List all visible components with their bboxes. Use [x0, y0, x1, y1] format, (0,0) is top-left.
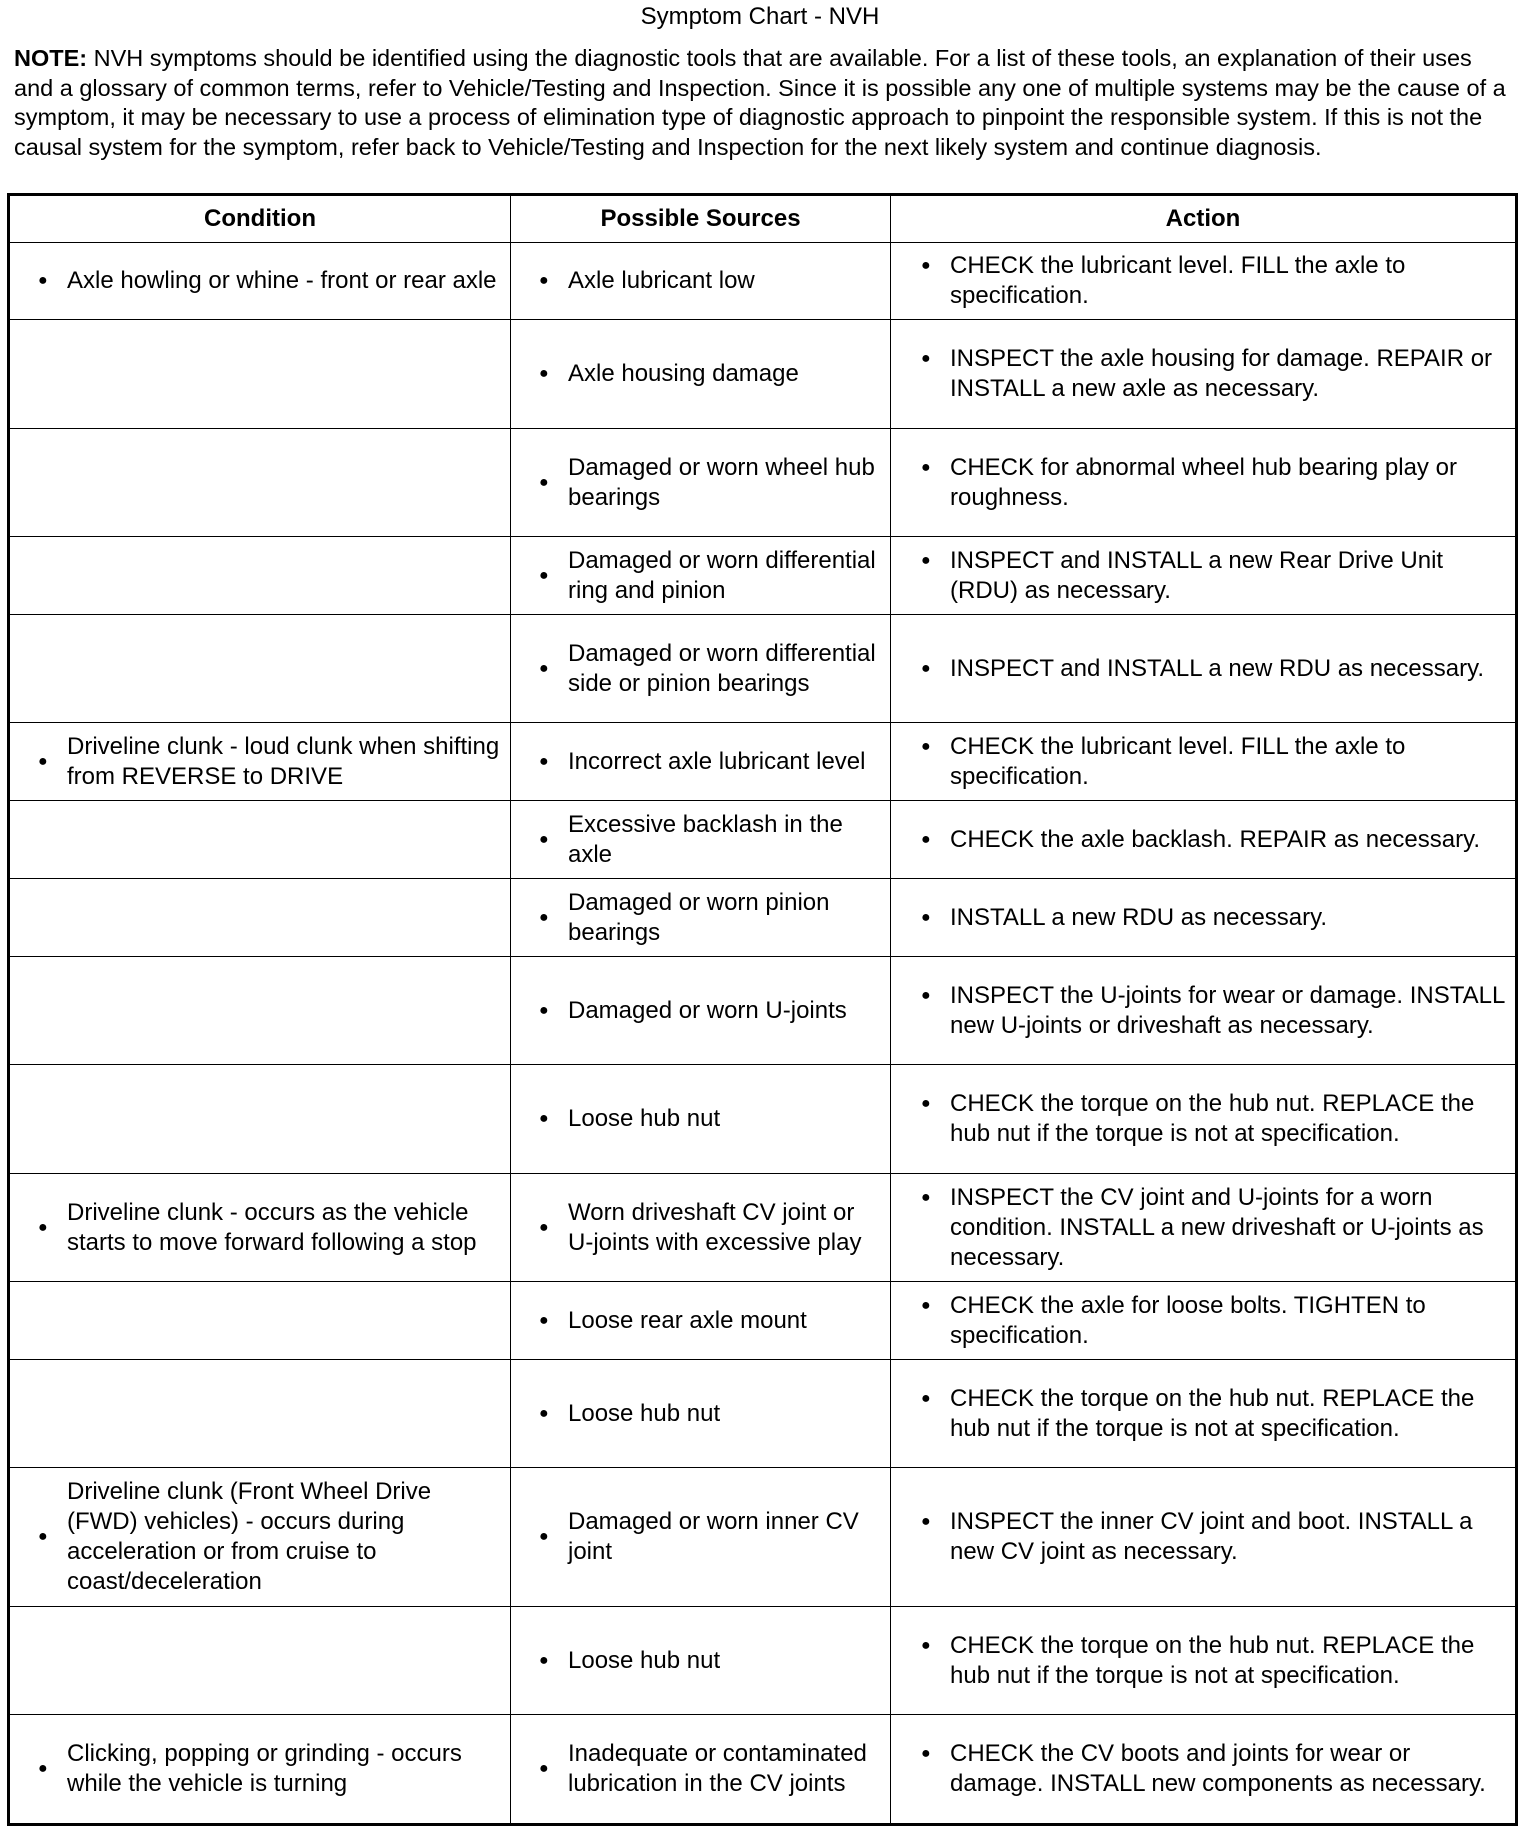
- source-text: Damaged or worn wheel hub bearings: [568, 453, 875, 511]
- bullet-icon: ●: [539, 1528, 549, 1545]
- table-row: [9, 243, 1517, 320]
- condition-cell: [9, 1360, 511, 1468]
- condition-cell: [9, 879, 511, 957]
- table-row: [9, 1468, 1517, 1607]
- action-cell: [891, 1174, 1517, 1282]
- action-cell: [891, 243, 1517, 320]
- action-content: [891, 819, 1515, 861]
- source-cell: [511, 615, 891, 723]
- action-content: [891, 540, 1515, 612]
- bullet-icon: ●: [921, 257, 931, 274]
- source-text: Excessive backlash in the axle: [568, 810, 843, 868]
- action-text: INSPECT the CV joint and U-joints for a worn condition. INSTALL a new driveshaft or U-joints as necessary.: [950, 1183, 1484, 1271]
- bullet-icon: ●: [921, 1636, 931, 1654]
- bullet-icon: ●: [921, 908, 931, 926]
- source-text: Damaged or worn U-joints: [568, 996, 847, 1024]
- table-row: [9, 879, 1517, 957]
- action-text: CHECK the axle for loose bolts. TIGHTEN to specification.: [950, 1291, 1426, 1349]
- action-cell: [891, 1468, 1517, 1607]
- action-text: INSPECT and INSTALL a new RDU as necessary.: [950, 654, 1484, 682]
- source-cell: [511, 1065, 891, 1174]
- condition-text: Clicking, popping or grinding - occurs while the vehicle is turning: [67, 1740, 462, 1797]
- note-text: NVH symptoms should be identified using the diagnostic tools that are available. For a list of these tools, an explanation of their uses and a glossary of common terms, refer to Vehicle/Testing and Inspection. Since it is possible any one of multiple systems may be the cause of a symptom, it may be necessary to use a process of elimination type of diagnostic approach to pinpoint the responsible system. If this is not the causal system for the symptom, refer back to Vehicle/Testing and Inspection for the next likely system and continue diagnosis.: [14, 45, 1506, 160]
- condition-content: [10, 260, 510, 302]
- action-content: [891, 1177, 1515, 1279]
- bullet-icon: ●: [921, 551, 931, 569]
- action-content: [891, 338, 1515, 410]
- condition-cell: [9, 801, 511, 879]
- bullet-icon: ●: [539, 1404, 549, 1422]
- symptom-chart-table: [7, 193, 1518, 1826]
- table-row: [9, 723, 1517, 801]
- table-row: [9, 1607, 1517, 1715]
- action-text: CHECK for abnormal wheel hub bearing play or roughness.: [950, 453, 1457, 511]
- source-text: Loose hub nut: [568, 1399, 721, 1427]
- action-cell: [891, 1715, 1517, 1825]
- source-text: Axle housing damage: [568, 360, 799, 387]
- source-cell: [511, 243, 891, 320]
- source-cell: [511, 879, 891, 957]
- source-content: [511, 741, 890, 783]
- condition-text: Driveline clunk - occurs as the vehicle starts to move forward following a stop: [67, 1198, 477, 1256]
- table-row: [9, 615, 1517, 723]
- bullet-icon: ●: [921, 458, 931, 476]
- page-title: Symptom Chart - NVH: [640, 3, 880, 30]
- header-action: Action: [891, 195, 1517, 243]
- bullet-icon: ●: [38, 1218, 48, 1236]
- header-possible-sources: Possible Sources: [511, 195, 891, 243]
- source-content: [511, 353, 890, 395]
- action-text: CHECK the torque on the hub nut. REPLACE the hub nut if the torque is not at specification.: [950, 1090, 1475, 1147]
- condition-text: Axle howling or whine - front or rear axle: [67, 267, 497, 294]
- table-row: [9, 1065, 1517, 1174]
- action-text: INSPECT the U-joints for wear or damage. INSTALL new U-joints or driveshaft as necessary.: [950, 981, 1505, 1039]
- source-content: [511, 1640, 890, 1682]
- action-text: INSPECT the axle housing for damage. REPAIR or INSTALL a new axle as necessary.: [950, 345, 1493, 402]
- condition-cell: [9, 243, 511, 320]
- action-content: [891, 1733, 1515, 1805]
- source-content: [511, 1098, 890, 1140]
- table-row: [9, 1715, 1517, 1825]
- bullet-icon: ●: [539, 566, 549, 584]
- action-cell: [891, 879, 1517, 957]
- bullet-icon: ●: [539, 272, 549, 289]
- action-cell: [891, 537, 1517, 615]
- condition-cell: [9, 1468, 511, 1607]
- action-content: [891, 897, 1515, 939]
- bullet-icon: ●: [539, 365, 549, 382]
- table-row: [9, 537, 1517, 615]
- table-row: [9, 1360, 1517, 1468]
- bullet-icon: ●: [539, 1651, 549, 1669]
- action-text: CHECK the lubricant level. FILL the axle to specification.: [950, 732, 1406, 790]
- action-content: [891, 1285, 1515, 1357]
- source-cell: [511, 429, 891, 537]
- bullet-icon: ●: [539, 659, 549, 677]
- source-content: [511, 260, 890, 302]
- source-cell: [511, 1360, 891, 1468]
- table-header-row: [9, 195, 1517, 243]
- action-content: [891, 648, 1515, 690]
- source-content: [511, 990, 890, 1032]
- bullet-icon: ●: [921, 1745, 931, 1762]
- condition-cell: [9, 1607, 511, 1715]
- bullet-icon: ●: [539, 1218, 549, 1236]
- bullet-icon: ●: [921, 1188, 931, 1206]
- source-text: Damaged or worn differential ring and pinion: [568, 546, 876, 604]
- action-text: INSPECT and INSTALL a new Rear Drive Unit (RDU) as necessary.: [950, 546, 1444, 604]
- action-cell: [891, 801, 1517, 879]
- action-cell: [891, 957, 1517, 1065]
- table-row: [9, 429, 1517, 537]
- source-text: Inadequate or contaminated lubrication in the CV joints: [568, 1740, 867, 1797]
- action-cell: [891, 723, 1517, 801]
- condition-content: [10, 1733, 510, 1805]
- action-cell: [891, 429, 1517, 537]
- action-text: CHECK the lubricant level. FILL the axle to specification.: [950, 252, 1406, 309]
- action-content: [891, 726, 1515, 798]
- action-text: CHECK the torque on the hub nut. REPLACE the hub nut if the torque is not at specification.: [950, 1384, 1475, 1442]
- bullet-icon: ●: [921, 986, 931, 1004]
- source-text: Damaged or worn differential side or pinion bearings: [568, 639, 876, 697]
- condition-content: [10, 726, 510, 798]
- source-cell: [511, 723, 891, 801]
- source-content: [511, 1192, 890, 1264]
- source-content: [511, 540, 890, 612]
- condition-text: Driveline clunk - loud clunk when shifting from REVERSE to DRIVE: [67, 732, 500, 790]
- source-cell: [511, 957, 891, 1065]
- source-cell: [511, 801, 891, 879]
- table-row: [9, 801, 1517, 879]
- bullet-icon: ●: [921, 1095, 931, 1112]
- condition-cell: [9, 320, 511, 429]
- bullet-icon: ●: [38, 752, 48, 770]
- action-content: [891, 1625, 1515, 1697]
- bullet-icon: ●: [539, 830, 549, 848]
- bullet-icon: ●: [921, 737, 931, 755]
- bullet-icon: ●: [921, 659, 931, 677]
- table-row: [9, 957, 1517, 1065]
- note-label: NOTE:: [14, 45, 88, 71]
- bullet-icon: ●: [539, 1311, 549, 1329]
- bullet-icon: ●: [38, 1760, 48, 1777]
- condition-cell: [9, 537, 511, 615]
- bullet-icon: ●: [539, 1001, 549, 1019]
- source-cell: [511, 1715, 891, 1825]
- bullet-icon: ●: [38, 1528, 48, 1545]
- condition-cell: [9, 1174, 511, 1282]
- source-text: Incorrect axle lubricant level: [568, 747, 866, 775]
- condition-cell: [9, 429, 511, 537]
- table-row: [9, 320, 1517, 429]
- source-cell: [511, 537, 891, 615]
- source-content: [511, 804, 890, 876]
- source-text: Damaged or worn inner CV joint: [568, 1508, 859, 1565]
- condition-cell: [9, 615, 511, 723]
- bullet-icon: ●: [921, 830, 931, 848]
- action-cell: [891, 615, 1517, 723]
- source-content: [511, 1300, 890, 1342]
- action-text: INSTALL a new RDU as necessary.: [950, 903, 1328, 931]
- action-content: [891, 245, 1515, 317]
- condition-cell: [9, 723, 511, 801]
- action-text: INSPECT the inner CV joint and boot. INSTALL a new CV joint as necessary.: [950, 1508, 1473, 1565]
- condition-content: [10, 1192, 510, 1264]
- bullet-icon: ●: [921, 1513, 931, 1530]
- bullet-icon: ●: [539, 752, 549, 770]
- bullet-icon: ●: [539, 473, 549, 491]
- source-text: Loose hub nut: [568, 1646, 721, 1674]
- bullet-icon: ●: [921, 1296, 931, 1314]
- header-condition: Condition: [9, 195, 511, 243]
- source-text: Loose hub nut: [568, 1105, 721, 1132]
- action-text: CHECK the axle backlash. REPAIR as necessary.: [950, 825, 1480, 853]
- source-content: [511, 882, 890, 954]
- table-body: [9, 243, 1517, 1825]
- source-cell: [511, 1174, 891, 1282]
- action-content: [891, 1083, 1515, 1155]
- table-row: [9, 1174, 1517, 1282]
- action-text: CHECK the torque on the hub nut. REPLACE the hub nut if the torque is not at specification.: [950, 1631, 1475, 1689]
- action-content: [891, 1378, 1515, 1450]
- action-content: [891, 975, 1515, 1047]
- action-cell: [891, 1065, 1517, 1174]
- source-content: [511, 633, 890, 705]
- bullet-icon: ●: [921, 350, 931, 367]
- source-text: Damaged or worn pinion bearings: [568, 888, 830, 946]
- condition-cell: [9, 957, 511, 1065]
- condition-cell: [9, 1715, 511, 1825]
- source-text: Loose rear axle mount: [568, 1306, 807, 1334]
- action-text: CHECK the CV boots and joints for wear or damage. INSTALL new components as necessary.: [950, 1740, 1486, 1797]
- action-cell: [891, 1282, 1517, 1360]
- action-cell: [891, 1360, 1517, 1468]
- condition-text: Driveline clunk (Front Wheel Drive (FWD) vehicles) - occurs during acceleration or from cruise to coast/deceleration: [67, 1478, 432, 1595]
- source-content: [511, 1733, 890, 1805]
- action-content: [891, 1501, 1515, 1573]
- source-cell: [511, 1607, 891, 1715]
- source-content: [511, 447, 890, 519]
- table-row: [9, 1282, 1517, 1360]
- source-text: Worn driveshaft CV joint or U-joints with excessive play: [568, 1198, 862, 1256]
- condition-cell: [9, 1282, 511, 1360]
- bullet-icon: ●: [539, 1110, 549, 1127]
- bullet-icon: ●: [38, 272, 48, 289]
- source-content: [511, 1393, 890, 1435]
- note-paragraph: [14, 44, 1514, 162]
- source-cell: [511, 1282, 891, 1360]
- source-cell: [511, 1468, 891, 1607]
- bullet-icon: ●: [921, 1389, 931, 1407]
- action-content: [891, 447, 1515, 519]
- source-text: Axle lubricant low: [568, 267, 755, 294]
- action-cell: [891, 1607, 1517, 1715]
- condition-cell: [9, 1065, 511, 1174]
- action-cell: [891, 320, 1517, 429]
- bullet-icon: ●: [539, 1760, 549, 1777]
- condition-content: [10, 1471, 510, 1603]
- bullet-icon: ●: [539, 908, 549, 926]
- source-cell: [511, 320, 891, 429]
- source-content: [511, 1501, 890, 1573]
